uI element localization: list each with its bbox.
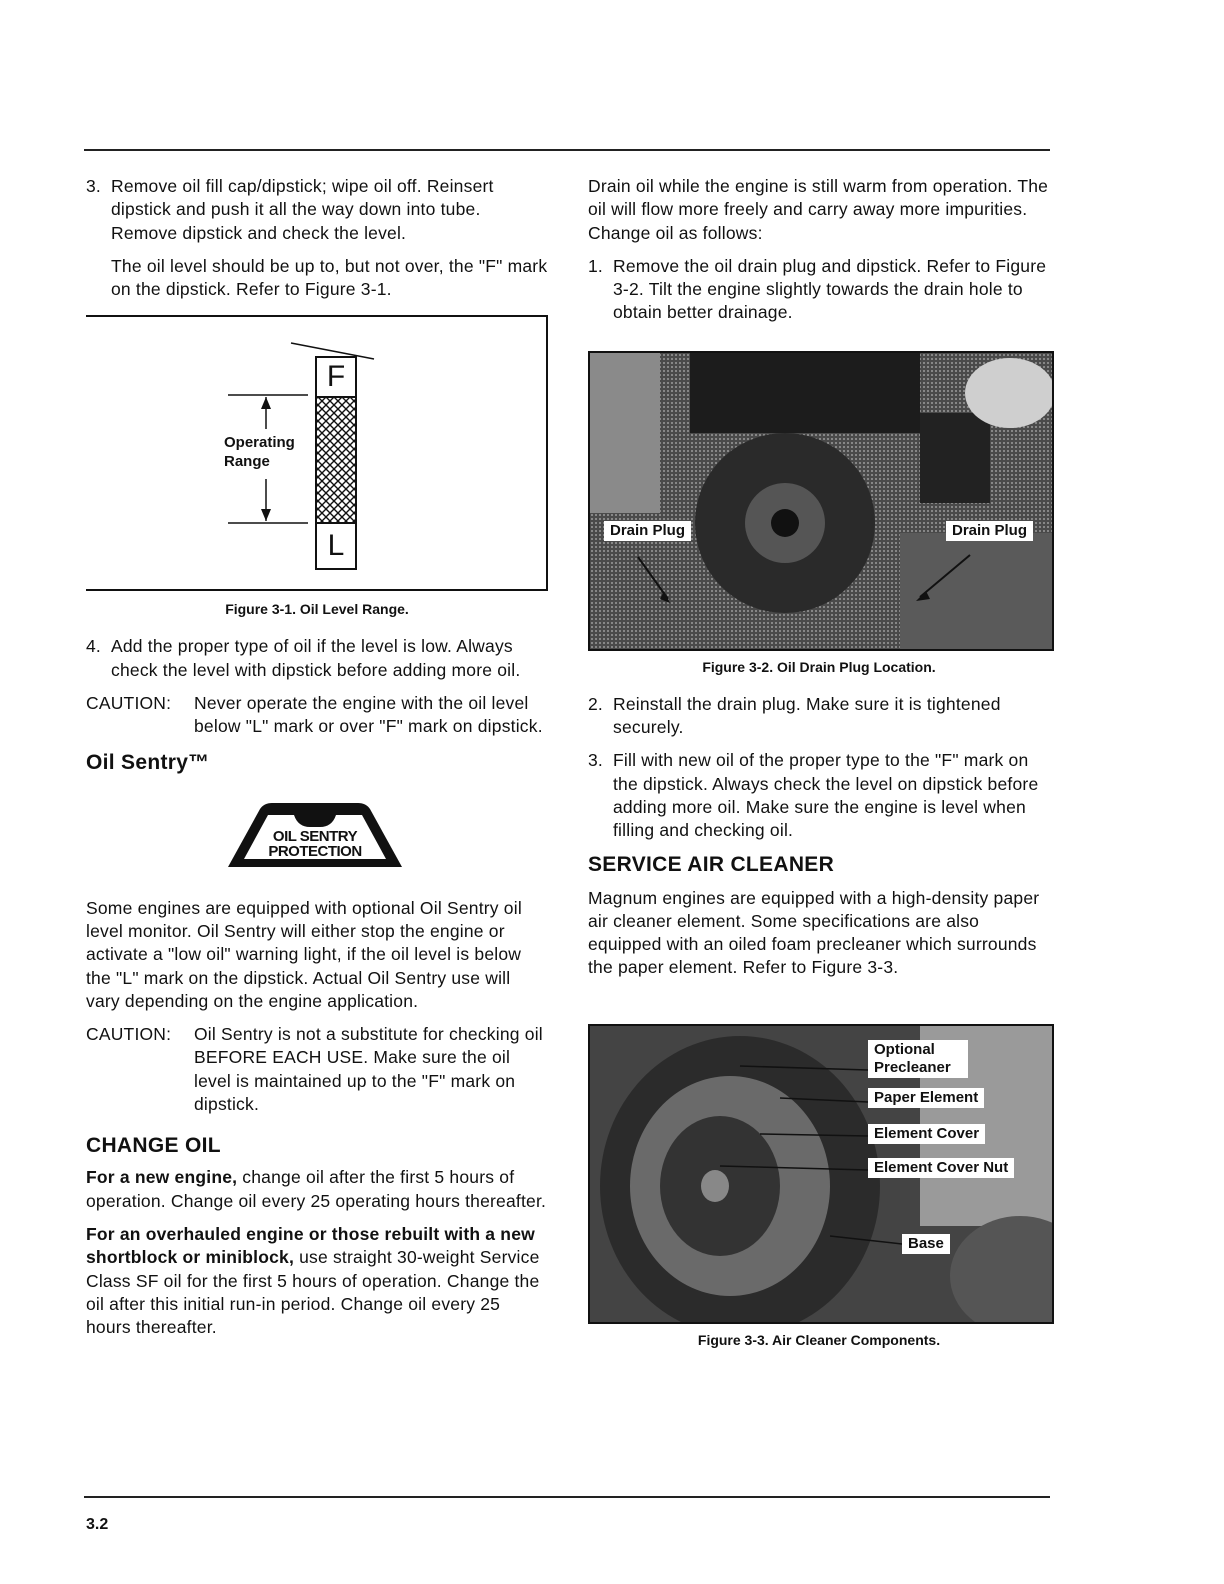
oil-sentry-logo (220, 801, 410, 871)
service-air-cleaner-paragraph: Magnum engines are equipped with a high-density paper air cleaner element. Some specifications are also equipped with an oiled foam precleaner which surrounds the paper element. Refer to Figure 3-3. (588, 887, 1040, 978)
right-column (588, 175, 1050, 1348)
step-number: 2. (588, 693, 603, 714)
right-step-1 (588, 255, 1050, 325)
callout-optional-precleaner: Optional Precleaner (868, 1040, 968, 1078)
page-number: 3.2 (86, 1516, 109, 1533)
callout-element-cover-nut: Element Cover Nut (868, 1158, 1014, 1178)
full-mark: F (326, 360, 346, 394)
caution-label: CAUTION: (86, 1024, 172, 1045)
drain-plug-photo (588, 351, 1054, 651)
drain-plug-label-right: Drain Plug (946, 521, 1033, 541)
callout-paper-element: Paper Element (868, 1088, 984, 1108)
left-step-4 (86, 635, 548, 682)
figure-3-3 (588, 1024, 1054, 1324)
new-engine-paragraph (86, 1166, 548, 1213)
change-oil-heading: CHANGE OIL (86, 1134, 221, 1158)
range-label-line1: Operating (224, 434, 295, 452)
service-air-cleaner-heading: SERVICE AIR CLEANER (588, 852, 835, 876)
right-step-2 (588, 693, 1050, 740)
overhauled-engine-paragraph (86, 1223, 548, 1339)
overhauled-text: use straight 30-weight Service Class SF oil for the first 5 hours of operation. Change the oil after this initial run-in period. Change oil every 25 hours thereafter. (86, 1247, 540, 1338)
step-3-note: The oil level should be up to, but not over, the "F" mark on the dipstick. Refer to Figure 3-1. (111, 255, 548, 300)
step-number: 4. (86, 636, 101, 657)
new-engine-text: change oil after the first 5 hours of operation. Change oil every 25 operating hours thereafter. (86, 1167, 547, 1211)
step-number: 1. (588, 255, 603, 276)
logo-line-1: OIL SENTRY (272, 827, 358, 845)
low-mark: L (327, 529, 345, 563)
callout-base: Base (902, 1234, 950, 1254)
step-text: Fill with new oil of the proper type to the "F" mark on the dipstick. Always check the level on dipstick before adding more oil. Make sure the engine is level when filling and checking oil. (613, 750, 1039, 841)
caution-text: Oil Sentry is not a substitute for checking oil BEFORE EACH USE. Make sure the oil level is maintained up to the "F" mark on dipstick. (194, 1024, 543, 1115)
step-text: Add the proper type of oil if the level is low. Always check the level with dipstick before adding more oil. (111, 636, 521, 680)
engine-photo-graphic (590, 353, 1052, 649)
range-label-line2: Range (224, 453, 270, 471)
caution-1 (86, 692, 548, 739)
overhauled-lead: For an overhauled engine or those rebuilt with a new shortblock or miniblock, (86, 1223, 535, 1268)
drain-intro: Drain oil while the engine is still warm from operation. The oil will flow more freely and carry away more impurities. Change oil as follows: (588, 176, 1049, 243)
figure-3-1-caption: Figure 3-1. Oil Level Range. (225, 601, 409, 618)
figure-3-1 (86, 315, 548, 591)
step-text: Remove oil fill cap/dipstick; wipe oil off. Reinsert dipstick and push it all the way down into tube. Remove dipstick and check the level. (111, 176, 494, 243)
right-step-3 (588, 749, 1050, 842)
step-number: 3. (588, 750, 603, 771)
drain-plug-label-left: Drain Plug (604, 521, 691, 541)
figure-3-2 (588, 351, 1054, 651)
new-engine-lead: For a new engine, (86, 1167, 238, 1188)
left-step-3 (86, 175, 548, 245)
step-text: Remove the oil drain plug and dipstick. Refer to Figure 3-2. Tilt the engine slightly towards the drain hole to obtain better drainage. (613, 255, 1047, 323)
step-number: 3. (86, 176, 101, 196)
top-rule (84, 149, 1050, 151)
bottom-rule (84, 1496, 1050, 1498)
logo-line-2: PROTECTION (268, 842, 362, 860)
caution-label: CAUTION: (86, 693, 172, 714)
callout-element-cover: Element Cover (868, 1124, 985, 1144)
caution-2 (86, 1023, 548, 1116)
step-text: Reinstall the drain plug. Make sure it is tightened securely. (613, 693, 1001, 738)
caution-text: Never operate the engine with the oil level below "L" mark or over "F" mark on dipstick. (194, 693, 543, 737)
oil-sentry-paragraph: Some engines are equipped with optional Oil Sentry oil level monitor. Oil Sentry will either stop the engine or activate a "low oil" warning light, if the oil level is below the "L" mark on the dipstick. Actual Oil Sentry use will vary depending on the engine application. (86, 897, 522, 1011)
oil-sentry-heading: Oil Sentry™ (86, 750, 210, 774)
figure-3-2-caption: Figure 3-2. Oil Drain Plug Location. (702, 658, 936, 675)
left-column (86, 175, 548, 1349)
range-label (224, 433, 308, 471)
figure-3-3-caption: Figure 3-3. Air Cleaner Components. (697, 1331, 941, 1348)
